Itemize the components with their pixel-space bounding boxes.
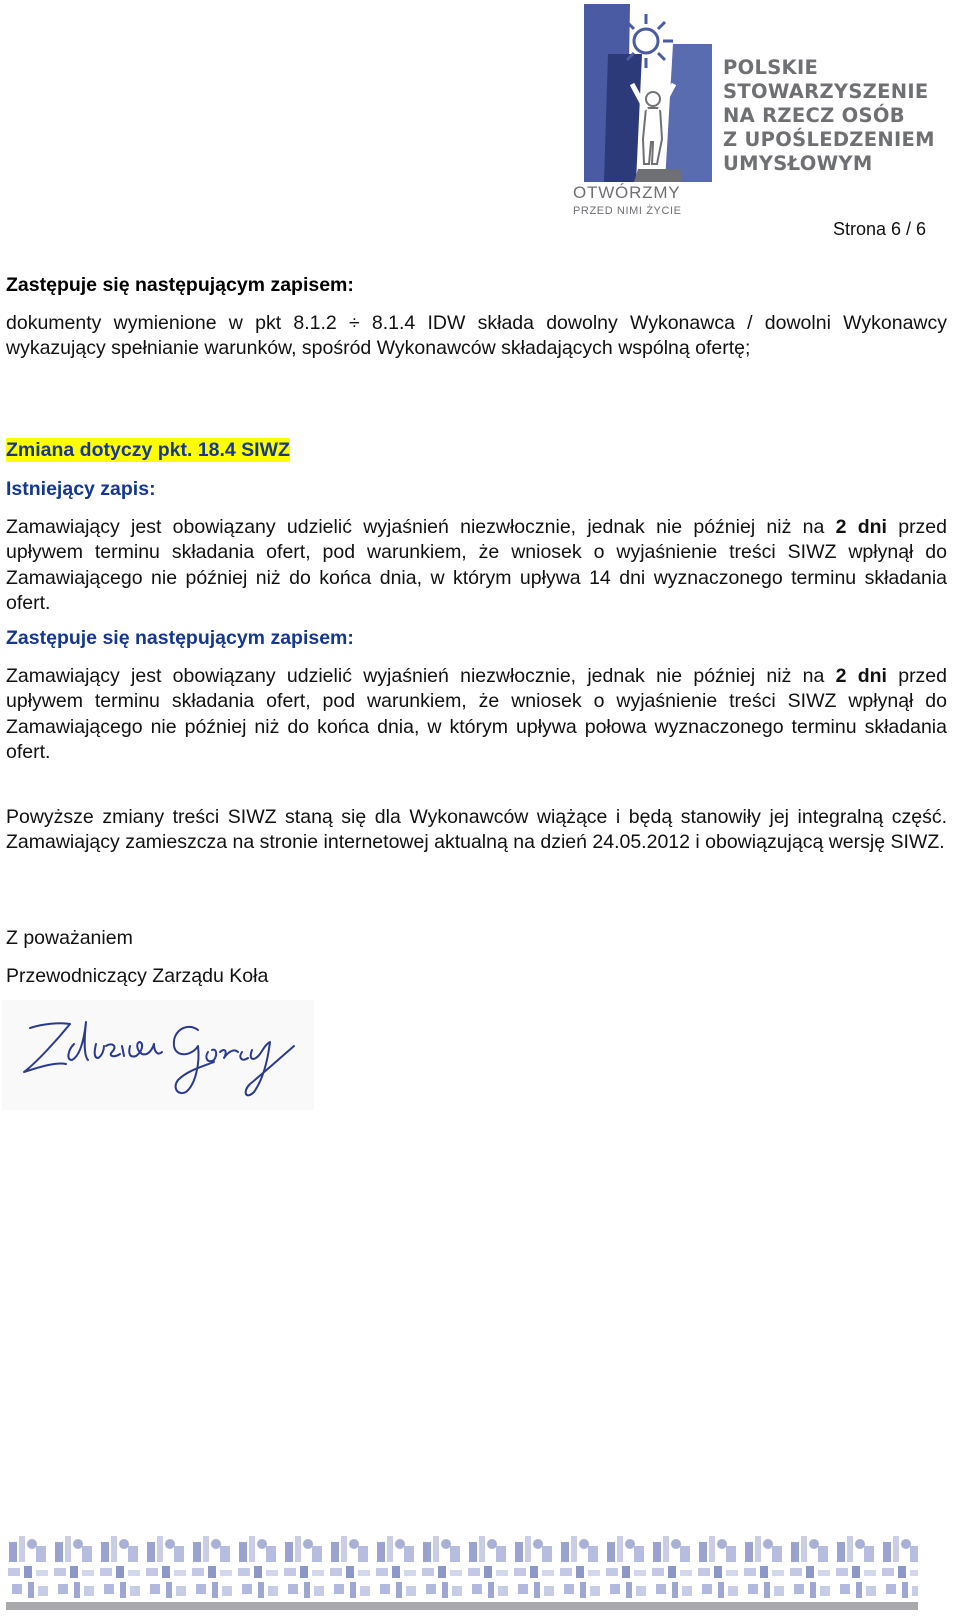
replacement-body-bold: 2 dni bbox=[835, 665, 887, 688]
organization-logo bbox=[573, 4, 952, 218]
section-replacement-2 bbox=[6, 626, 947, 765]
change-label: Zmiana dotyczy pkt. 18.4 SIWZ bbox=[6, 439, 290, 461]
greeting: Z poważaniem bbox=[6, 927, 133, 949]
closing-body: Powyższe zmiany treści SIWZ staną się dla Wykonawców wiążące i będą stanowiły jej integralną część. Zamawiający zamieszcza na stronie internetowej aktualną na dzień 24.05.2012 i obowiązującą wersję SIWZ. bbox=[6, 806, 947, 854]
replacement-body bbox=[6, 664, 947, 765]
change-label-row bbox=[6, 438, 947, 463]
footer-pattern-icon bbox=[6, 1528, 918, 1610]
handwritten-signature bbox=[2, 1000, 314, 1110]
logo-line-5: UMYSŁOWYM bbox=[723, 152, 873, 175]
logo-wordmark bbox=[723, 56, 955, 176]
section-heading: Zastępuje się następującym zapisem: bbox=[6, 274, 354, 296]
existing-body-text-2: przed upływem terminu składania ofert, pod warunkiem, że wniosek o wyjaśnienie treści SIWZ wpłynął do Zamawiającego nie później niż do końca dnia, w którym upływa 14 dni wyznaczonego terminu składania ofert. bbox=[6, 516, 947, 614]
logo-line-4: Z UPOŚLEDZENIEM bbox=[723, 128, 935, 151]
replacement-body-text-1: Zamawiający jest obowiązany udzielić wyjaśnień niezwłocznie, jednak nie później niż na bbox=[6, 665, 836, 688]
section-replacement-1 bbox=[6, 273, 947, 362]
logo-motto-line-2: PRZED NIMI ŻYCIE bbox=[573, 205, 682, 217]
section-body: dokumenty wymienione w pkt 8.1.2 ÷ 8.1.4 IDW składa dowolny Wykonawca / dowolni Wykonawcy wykazujący spełnianie warunków, spośród Wykonawców składających wspólną ofertę; bbox=[6, 312, 947, 360]
logo-line-1: POLSKIE bbox=[723, 56, 819, 79]
logo-motto-line-1: OTWÓRZMY bbox=[573, 183, 681, 202]
existing-body-text-1: Zamawiający jest obowiązany udzielić wyjaśnień niezwłocznie, jednak nie później niż na bbox=[6, 516, 836, 539]
closing-paragraph bbox=[6, 805, 947, 855]
signature-image bbox=[2, 1000, 314, 1110]
existing-heading: Istniejący zapis: bbox=[6, 478, 156, 500]
existing-body bbox=[6, 515, 947, 616]
replacement-body-text-2: przed upływem terminu składania ofert, pod warunkiem, że wniosek o wyjaśnienie treści SIWZ wpłynął do Zamawiającego nie później niż do końca dnia, w którym upływa połowa wyznaczonego terminu składania ofert. bbox=[6, 665, 947, 763]
existing-body-bold: 2 dni bbox=[835, 516, 887, 539]
replacement-heading: Zastępuje się następującym zapisem: bbox=[6, 627, 354, 649]
logo-line-3: NA RZECZ OSÓB bbox=[723, 104, 905, 127]
page-number: Strona 6 / 6 bbox=[832, 219, 926, 239]
section-existing bbox=[6, 477, 947, 616]
signatory-title: Przewodniczący Zarządu Koła bbox=[6, 965, 269, 987]
logo-line-2: STOWARZYSZENIE bbox=[723, 80, 929, 103]
footer-decorative-band bbox=[6, 1528, 918, 1610]
logo-emblem-icon bbox=[580, 4, 715, 182]
